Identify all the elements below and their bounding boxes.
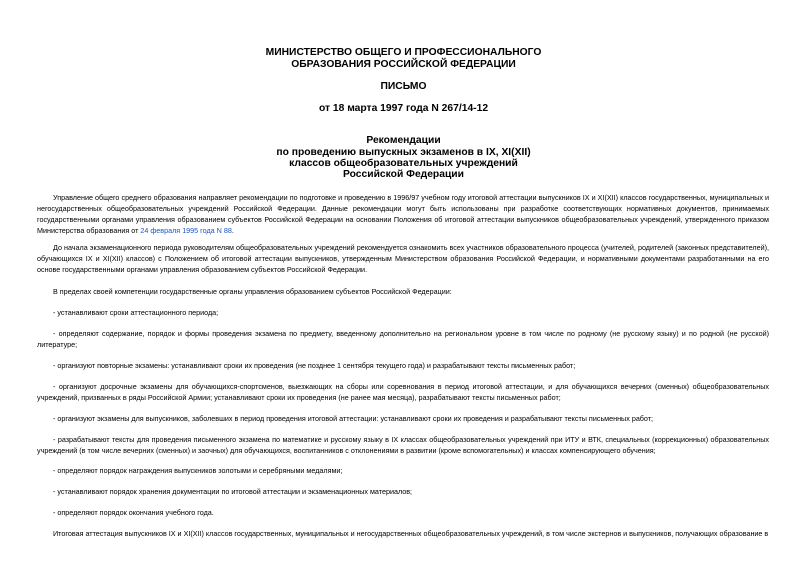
list-item: - организуют повторные экзамены: устанавливают сроки их проведения (не позднее 1 сентября текущего года) и разрабатывают тексты письменных работ;: [53, 361, 576, 370]
list-item: - организуют экзамены для выпускников, заболевших в период проведения итоговой аттестации: устанавливают сроки их проведения и разрабатывают тексты письменных работ;: [53, 414, 654, 423]
order-link[interactable]: 24 февраля 1995 года N 88: [140, 225, 232, 235]
ministry-title-line2: ОБРАЗОВАНИЯ РОССИЙСКОЙ ФЕДЕРАЦИИ: [291, 59, 516, 70]
list-item: - определяют порядок окончания учебного года.: [53, 508, 214, 517]
subject-title-line3: классов общеобразовательных учреждений: [289, 158, 518, 169]
document-type: ПИСЬМО: [380, 81, 427, 92]
paragraph-intro-end: .: [231, 225, 234, 235]
subject-title-line4: Российской Федерации: [343, 169, 464, 180]
ministry-title-line1: МИНИСТЕРСТВО ОБЩЕГО И ПРОФЕССИОНАЛЬНОГО: [265, 47, 542, 58]
list-item: - определяют порядок награждения выпускников золотыми и серебряными медалями;: [53, 466, 343, 475]
paragraph-intro: [37, 193, 769, 237]
paragraph-final: Итоговая аттестация выпускников IX и XI(XII) классов государственных, муниципальных и негосударственных общеобразовательных учреждений, в том числе экстернов и выпускников, получающих образование в: [53, 529, 769, 538]
list-item: - разрабатывают тексты для проведения письменного экзамена по математике и русскому языку в IX классах общеобразовательных учреждений при ИТУ и ВТК, специальных (коррекционных) образовательных учреждений (в том числе вечерних (сменных) и заочных) для обучающихся, воспитанников с отклонениями в развитии (кроме вспомогательных) и классах компенсирующего обучения;: [37, 435, 769, 455]
document-date-number: от 18 марта 1997 года N 267/14-12: [318, 103, 489, 114]
list-item: - устанавливают порядок хранения документации по итоговой аттестации и экзаменационных материалов;: [53, 487, 413, 496]
subject-title-line1: Рекомендации: [366, 135, 441, 146]
paragraph-preparation: До начала экзаменационного периода руководителям общеобразовательных учреждений рекомендуется ознакомить всех участников образовательного процесса (учителей, родителей (законных представителей), обучающихся IX и XI(XII) классов) с Положением об итоговой аттестации выпускников, утвержденным Министерством образования Российской Федерации, и нормативными документами разработанными на его основе государственными органами управления образованием субъектов Российской Федерации.: [37, 243, 769, 274]
paragraph-competence: В пределах своей компетенции государственные органы управления образованием субъектов Российской Федерации:: [53, 287, 452, 296]
list-item: - устанавливают сроки аттестационного периода;: [53, 308, 219, 317]
subject-title-line2: по проведению выпускных экзаменов в IX, XI(XII): [276, 147, 531, 158]
list-item: - организуют досрочные экзамены для обучающихся-спортсменов, выезжающих на сборы или соревнования в период итоговой аттестации, и для обучающихся вечерних (сменных) общеобразовательных учреждений, призванных в ряды Российской Армии; устанавливают сроки их проведения (не ранее мая месяца), разрабатывают тексты письменных работ;: [37, 382, 769, 402]
paragraph-intro-text: Управление общего среднего образования направляет рекомендации по подготовке и проведению в 1996/97 учебном году итоговой аттестации выпускников IX и XI(XII) классов государственных, муниципальных и негосударственных общеобразовательных учреждений Российской Федерации. Данные рекомендации могут быть использованы при разработке соответствующих нормативных документов, принимаемых государственными органами управления образованием субъектов Российской Федерации на основании Положения об итоговой аттестации выпускников общеобразовательных учреждений, утвержденного приказом Министерства образования от: [37, 193, 769, 235]
list-item: - определяют содержание, порядок и формы проведения экзамена по предмету, введенному дополнительно на региональном уровне в том числе по родному (не русскому языку) и по родной (не русской) литературе;: [37, 329, 769, 349]
